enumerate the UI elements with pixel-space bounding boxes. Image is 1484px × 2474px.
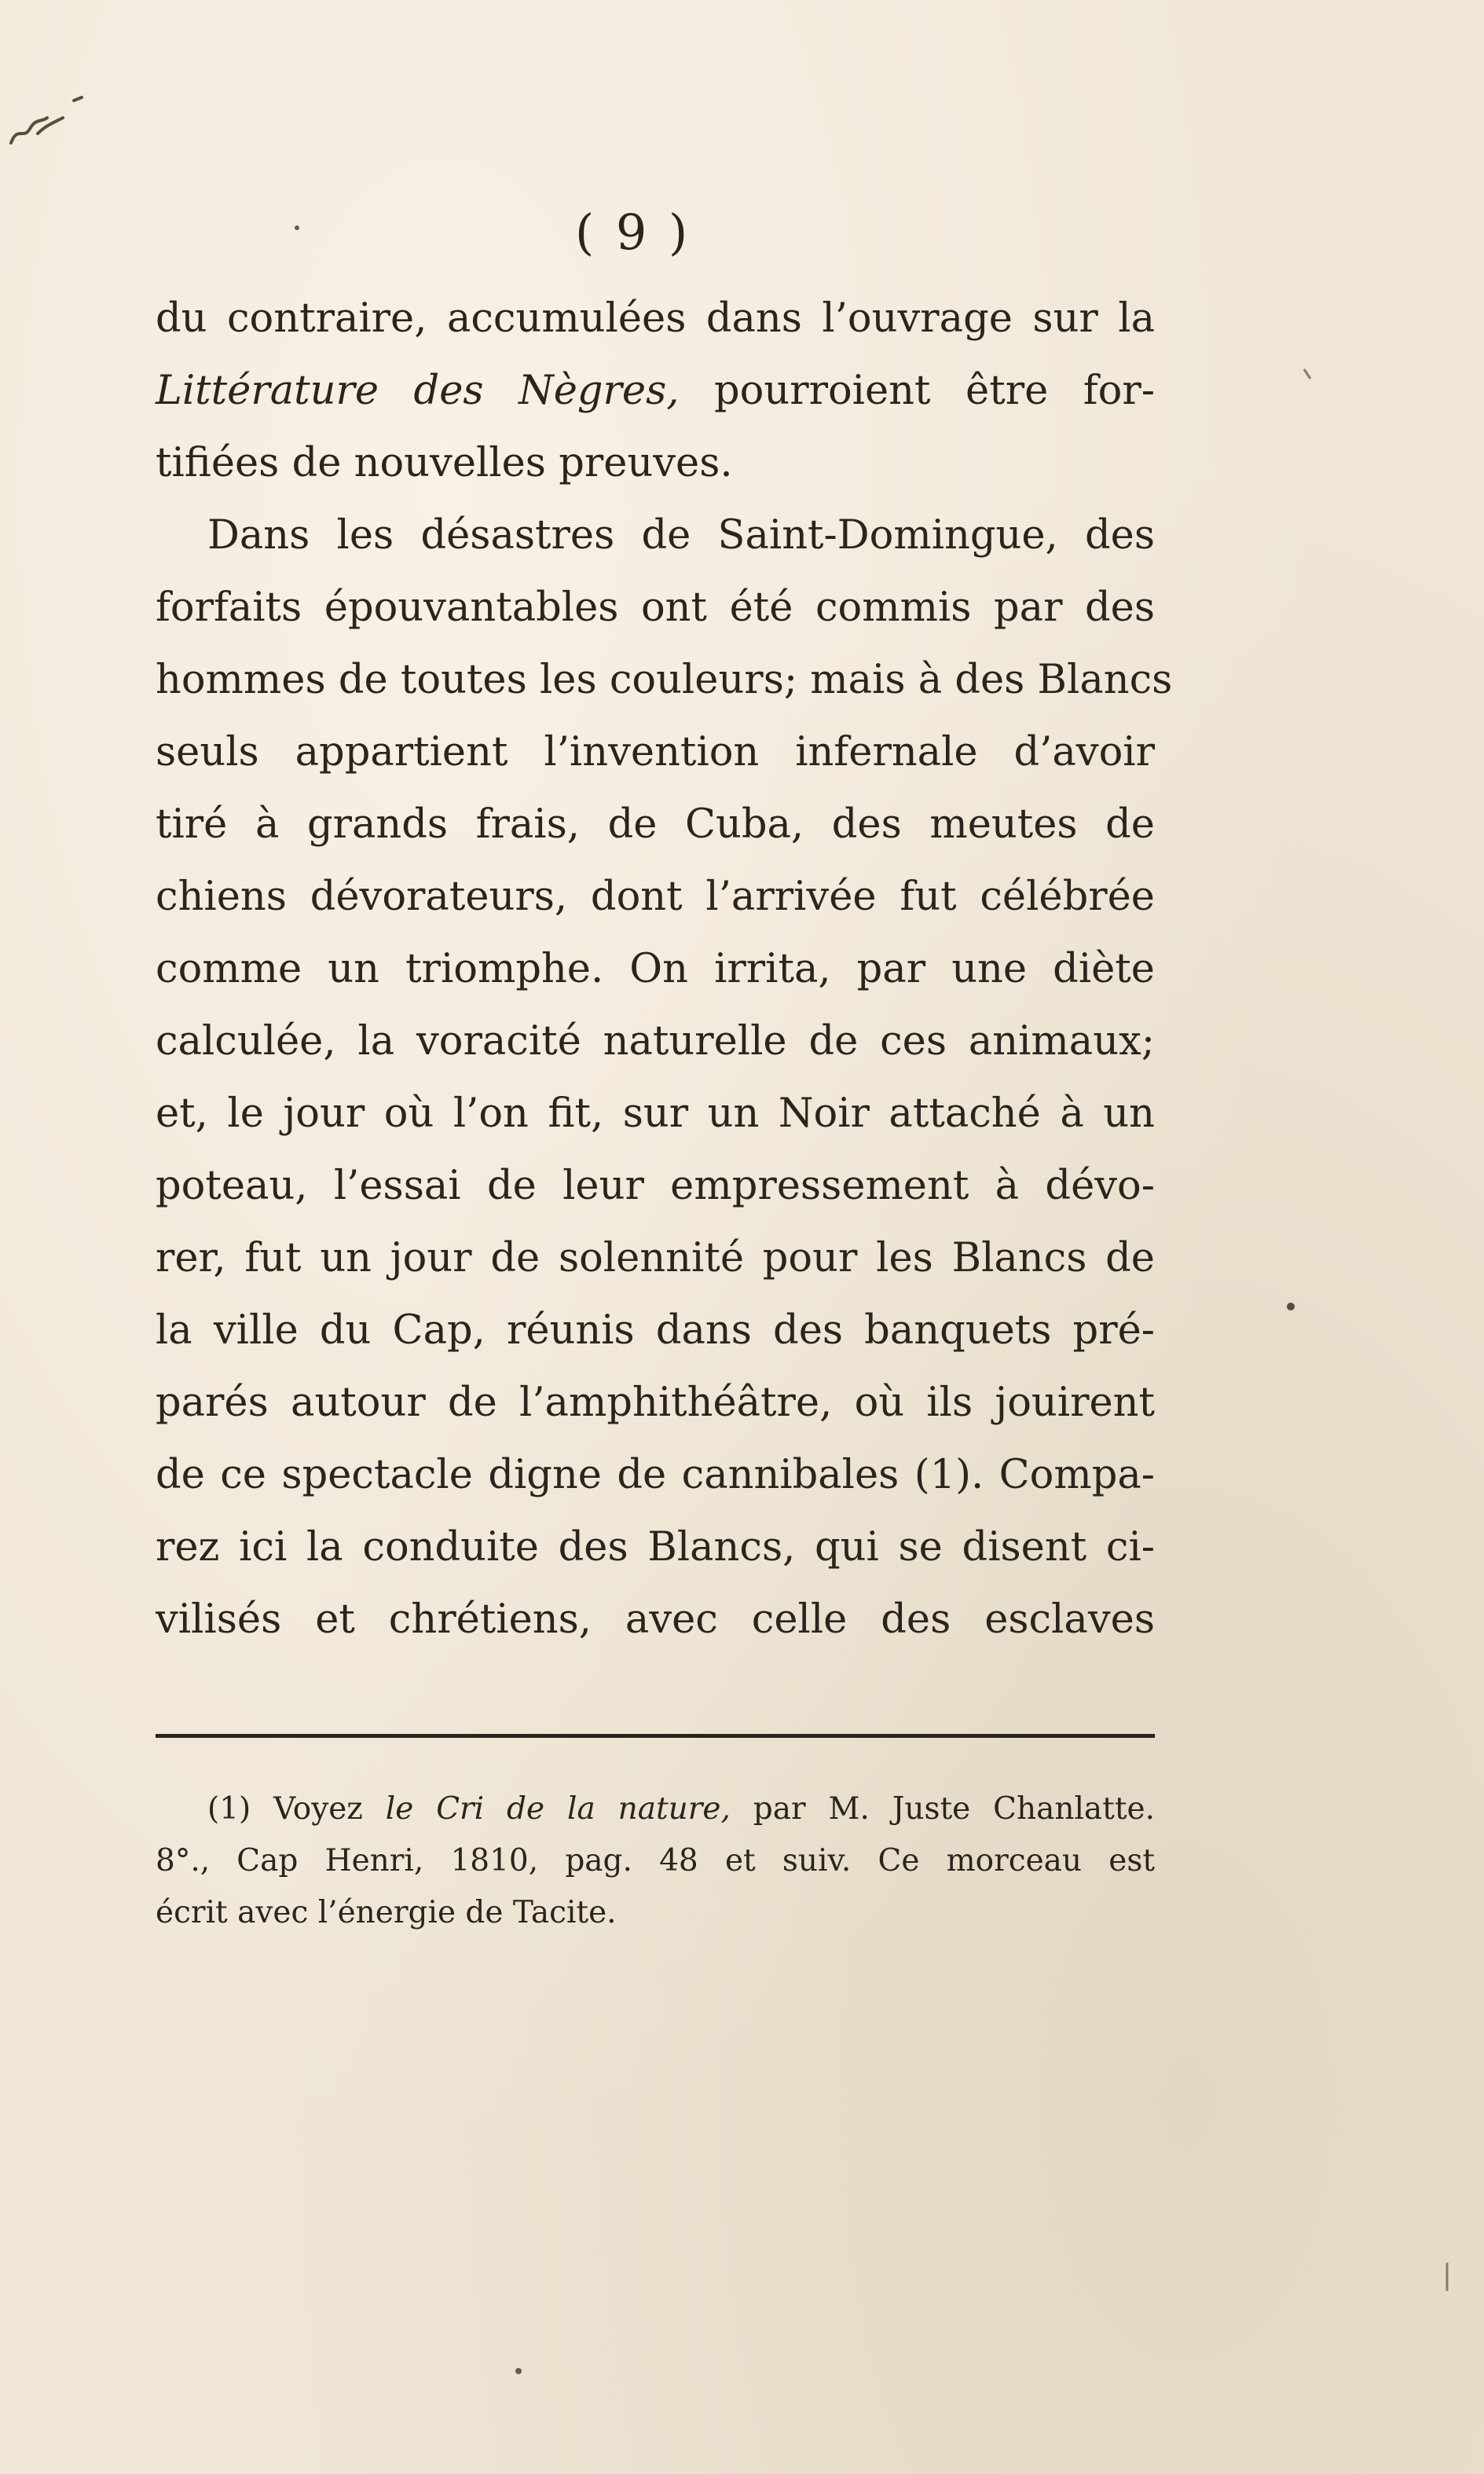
- text-line: chiens dévorateurs, dont l’arrivée fut célébrée: [156, 874, 1155, 920]
- text-line: tiré à grands frais, de Cuba, des meutes de: [156, 801, 1155, 848]
- text-line: de ce spectacle digne de cannibales (1). Compa-: [156, 1452, 1155, 1498]
- text-line: et, le jour où l’on fit, sur un Noir attaché à un: [156, 1090, 1155, 1137]
- page-number: ( 9 ): [575, 203, 691, 261]
- footnote-line: écrit avec l’énergie de Tacite.: [156, 1895, 617, 1930]
- footnote-line-rest: par M. Juste Chanlatte.: [730, 1791, 1156, 1827]
- text-line: forfaits épouvantables ont été commis par des: [156, 585, 1155, 631]
- text-line: du contraire, accumulées dans l’ouvrage sur la: [156, 295, 1155, 342]
- paragraph-start-line: Dans les désastres de Saint-Domingue, des: [207, 512, 1155, 559]
- text-line: calculée, la voracité naturelle de ces animaux;: [156, 1018, 1155, 1065]
- text-line: hommes de toutes les couleurs; mais à des Blancs: [156, 657, 1173, 703]
- text-line: poteau, l’essai de leur empressement à dévo-: [156, 1163, 1155, 1209]
- text-line: parés autour de l’amphithéâtre, où ils jouirent: [156, 1380, 1155, 1426]
- text-line: rez ici la conduite des Blancs, qui se disent ci-: [156, 1524, 1155, 1571]
- footnote-marker-text: (1) Voyez: [207, 1791, 386, 1827]
- text-line: comme un triomphe. On irrita, par une diète: [156, 946, 1155, 992]
- text-line: tifiées de nouvelles preuves.: [156, 440, 733, 486]
- text-line: rer, fut un jour de solennité pour les Blancs de: [156, 1235, 1155, 1281]
- book-title-italic: Littérature des Nègres,: [156, 368, 680, 414]
- text-line: seuls appartient l’invention infernale d’avoir: [156, 729, 1155, 775]
- footnote-title-italic: le Cri de la nature,: [385, 1791, 731, 1827]
- text-line: vilisés et chrétiens, avec celle des esclaves: [156, 1596, 1155, 1643]
- footnote-line: 8°., Cap Henri, 1810, pag. 48 et suiv. Ce morceau est: [156, 1843, 1155, 1878]
- text-line-rest: pourroient être for-: [714, 368, 1155, 414]
- text-line: la ville du Cap, réunis dans des banquets pré-: [156, 1307, 1155, 1354]
